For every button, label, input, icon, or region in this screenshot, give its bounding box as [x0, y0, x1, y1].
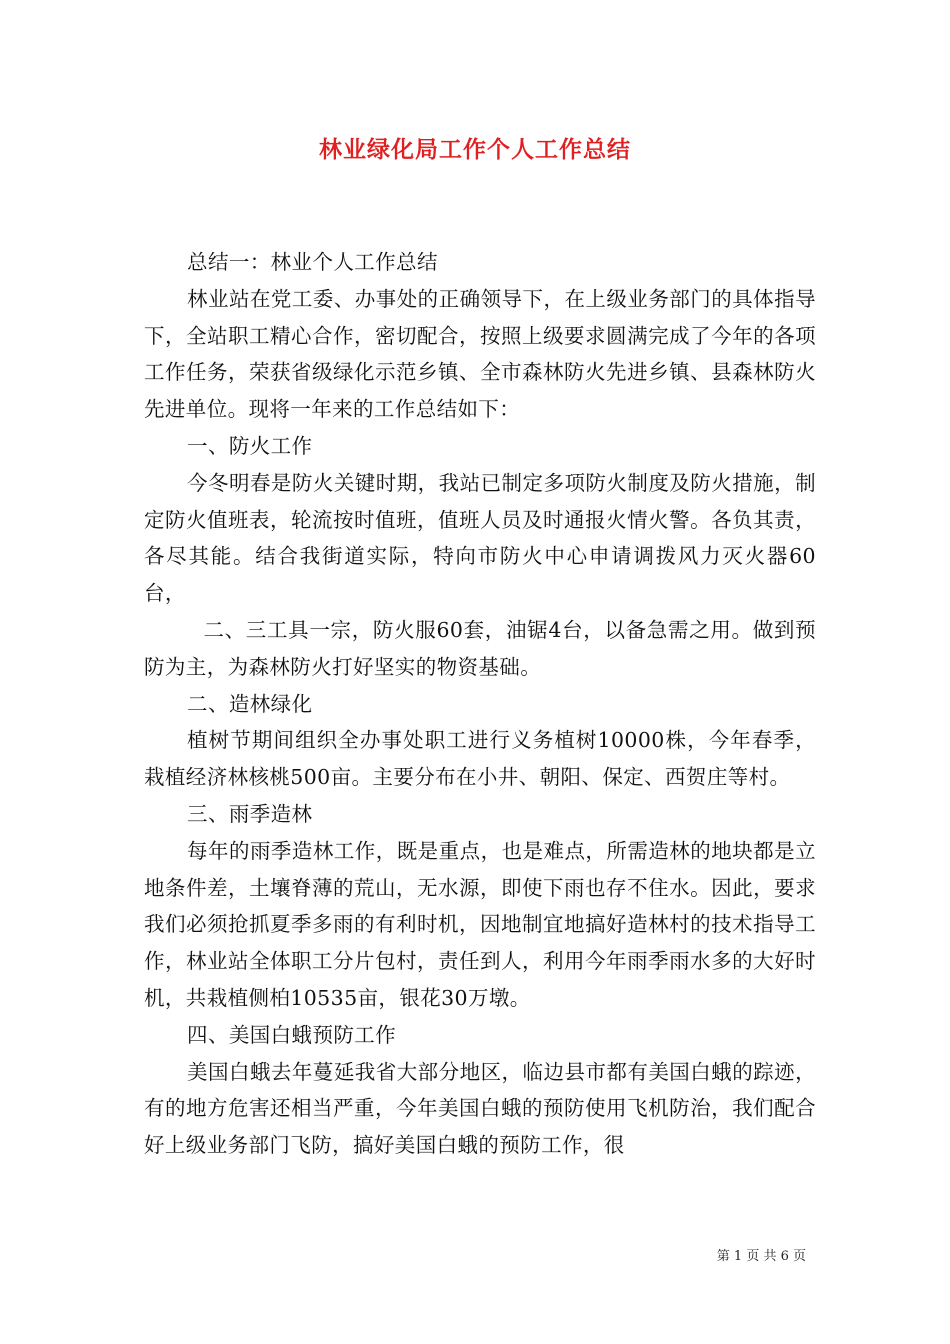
- rainy-season-paragraph: 每年的雨季造林工作，既是重点，也是难点，所需造林的地块都是立地条件差，土壤脊薄的荒山，无水源，即使下雨也存不住水。因此，要求我们必须抢抓夏季多雨的有利时机，因地制宜地搞好造林村的技术指导工作，林业站全体职工分片包村，责任到人，利用今年雨季雨水多的大好时机，共栽植侧柏10535亩，银花30万墩。: [144, 838, 816, 1010]
- tools-paragraph: 二、三工具一宗，防火服60套，油锯4台，以备急需之用。做到预防为主，为森林防火打好坚实的物资基础。: [144, 617, 816, 679]
- section-heading-white-moth: 四、美国白蛾预防工作: [187, 1022, 397, 1047]
- section-heading-fire: 一、防火工作: [187, 433, 313, 458]
- document-body: [144, 244, 816, 1164]
- fire-paragraph: 今冬明春是防火关键时期，我站已制定多项防火制度及防火措施，制定防火值班表，轮流按时值班，值班人员及时通报火情火警。各负其责，各尽其能。结合我街道实际，特向市防火中心申请调拨风力灭火器60台，: [144, 470, 816, 606]
- afforestation-paragraph: 植树节期间组织全办事处职工进行义务植树10000株，今年春季，栽植经济林核桃500亩。主要分布在小井、朝阳、保定、西贺庄等村。: [144, 728, 816, 790]
- intro-paragraph: 林业站在党工委、办事处的正确领导下，在上级业务部门的具体指导下，全站职工精心合作，密切配合，按照上级要求圆满完成了今年的各项工作任务，荣获省级绿化示范乡镇、全市森林防火先进乡镇、县森林防火先进单位。现将一年来的工作总结如下：: [144, 286, 816, 422]
- summary-heading: 总结一：林业个人工作总结: [187, 250, 438, 274]
- document-title: 林业绿化局工作个人工作总结: [319, 136, 631, 163]
- white-moth-paragraph: 美国白蛾去年蔓延我省大部分地区，临边县市都有美国白蛾的踪迹，有的地方危害还相当严重，今年美国白蛾的预防使用飞机防治，我们配合好上级业务部门飞防，搞好美国白蛾的预防工作，很: [144, 1059, 816, 1158]
- page-number: 第 1 页 共 6 页: [716, 1249, 806, 1264]
- section-heading-rainy-season: 三、雨季造林: [187, 801, 313, 826]
- section-heading-afforestation: 二、造林绿化: [187, 691, 313, 716]
